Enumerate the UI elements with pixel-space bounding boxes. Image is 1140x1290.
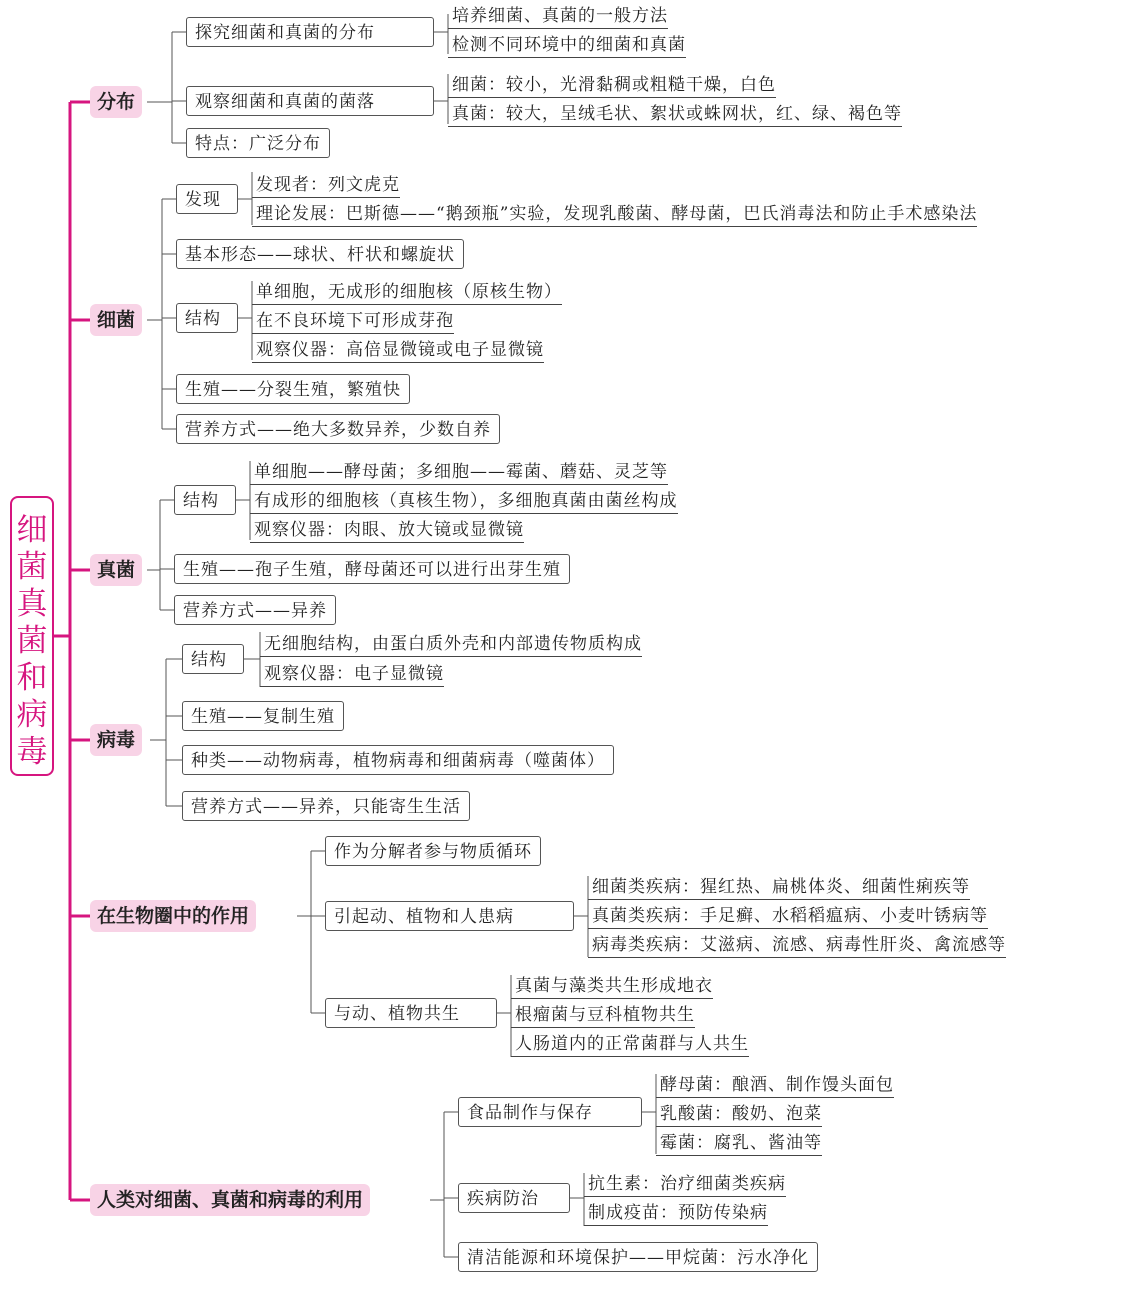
- node-virus-reproduction: 生殖——复制生殖: [182, 701, 344, 731]
- node-bacteria-nutrition: 营养方式——绝大多数异养，少数自养: [176, 414, 500, 444]
- leaf-vaccines: 制成疫苗：预防传染病: [584, 1201, 768, 1226]
- node-discovery: 发现: [176, 184, 238, 214]
- leaf-lichen: 真菌与藻类共生形成地衣: [511, 974, 713, 999]
- node-bacteria-structure: 结构: [176, 303, 238, 333]
- node-basic-shapes: 基本形态——球状、杆状和螺旋状: [176, 239, 464, 269]
- leaf-lactobacillus-use: 乳酸菌：酸奶、泡菜: [656, 1102, 822, 1127]
- node-clean-energy: 清洁能源和环境保护——甲烷菌：污水净化: [458, 1242, 818, 1272]
- leaf-fungi-struct-1: 单细胞——酵母菌；多细胞——霉菌、蘑菇、灵芝等: [250, 460, 668, 485]
- leaf-mold-use: 霉菌：腐乳、酱油等: [656, 1131, 822, 1156]
- node-explore-distribution: 探究细菌和真菌的分布: [186, 17, 434, 47]
- leaf-bacteria-struct-2: 在不良环境下可形成芽孢: [252, 309, 454, 334]
- category-distribution: 分布: [90, 86, 142, 118]
- leaf-yeast-use: 酵母菌：酿酒、制作馒头面包: [656, 1073, 894, 1098]
- node-bacteria-reproduction: 生殖——分裂生殖，繁殖快: [176, 374, 410, 404]
- node-symbiosis: 与动、植物共生: [325, 998, 497, 1028]
- leaf-fungal-diseases: 真菌类疾病：手足癣、水稻稻瘟病、小麦叶锈病等: [588, 904, 988, 929]
- leaf-fungi-colony: 真菌：较大，呈绒毛状、絮状或蛛网状，红、绿、褐色等: [448, 102, 902, 127]
- node-decomposer: 作为分解者参与物质循环: [325, 836, 541, 866]
- leaf-bacteria-colony: 细菌：较小，光滑黏稠或粗糙干燥，白色: [448, 73, 776, 98]
- leaf-viral-diseases: 病毒类疾病：艾滋病、流感、病毒性肝炎、禽流感等: [588, 933, 1006, 958]
- leaf-antibiotics: 抗生素：治疗细菌类疾病: [584, 1172, 786, 1197]
- root-title-char: 细: [16, 512, 48, 548]
- leaf-discoverer: 发现者：列文虎克: [252, 173, 400, 198]
- node-disease-prevention: 疾病防治: [458, 1183, 570, 1213]
- category-bacteria: 细菌: [90, 304, 142, 336]
- node-observe-colonies: 观察细菌和真菌的菌落: [186, 86, 434, 116]
- leaf-culture-method: 培养细菌、真菌的一般方法: [448, 4, 668, 29]
- root-title: [10, 496, 54, 776]
- node-fungi-structure: 结构: [174, 485, 236, 515]
- root-title-char: 病: [16, 697, 48, 733]
- node-virus-nutrition: 营养方式——异养，只能寄生生活: [182, 791, 470, 821]
- leaf-gut-flora: 人肠道内的正常菌群与人共生: [511, 1032, 749, 1057]
- category-virus: 病毒: [90, 724, 142, 756]
- leaf-detect-environments: 检测不同环境中的细菌和真菌: [448, 33, 686, 58]
- root-title-char: 菌: [16, 549, 48, 585]
- leaf-bacteria-struct-1: 单细胞，无成形的细胞核（原核生物）: [252, 280, 562, 305]
- node-virus-structure: 结构: [182, 644, 244, 674]
- node-fungi-reproduction: 生殖——孢子生殖，酵母菌还可以进行出芽生殖: [174, 554, 570, 584]
- leaf-virus-struct-2: 观察仪器：电子显微镜: [260, 662, 444, 687]
- leaf-fungi-struct-2: 有成形的细胞核（真核生物），多细胞真菌由菌丝构成: [250, 489, 678, 514]
- leaf-bacterial-diseases: 细菌类疾病：猩红热、扁桃体炎、细菌性痢疾等: [588, 875, 970, 900]
- category-human-use: 人类对细菌、真菌和病毒的利用: [90, 1184, 370, 1216]
- root-title-char: 菌: [16, 623, 48, 659]
- node-food-production: 食品制作与保存: [458, 1097, 642, 1127]
- leaf-root-nodule: 根瘤菌与豆科植物共生: [511, 1003, 695, 1028]
- leaf-bacteria-struct-3: 观察仪器：高倍显微镜或电子显微镜: [252, 338, 544, 363]
- root-title-char: 和: [16, 660, 48, 696]
- leaf-theory-development: 理论发展：巴斯德——“鹅颈瓶”实验，发现乳酸菌、酵母菌，巴氏消毒法和防止手术感染法: [252, 202, 977, 227]
- leaf-virus-struct-1: 无细胞结构，由蛋白质外壳和内部遗传物质构成: [260, 632, 642, 657]
- node-fungi-nutrition: 营养方式——异养: [174, 595, 336, 625]
- root-title-char: 毒: [16, 734, 48, 770]
- node-virus-types: 种类——动物病毒，植物病毒和细菌病毒（噬菌体）: [182, 745, 614, 775]
- root-title-char: 真: [16, 586, 48, 622]
- leaf-fungi-struct-3: 观察仪器：肉眼、放大镜或显微镜: [250, 518, 524, 543]
- node-wide-distribution: 特点：广泛分布: [186, 128, 330, 158]
- category-biosphere-role: 在生物圈中的作用: [90, 900, 256, 932]
- category-fungi: 真菌: [90, 554, 142, 586]
- node-cause-disease: 引起动、植物和人患病: [325, 901, 574, 931]
